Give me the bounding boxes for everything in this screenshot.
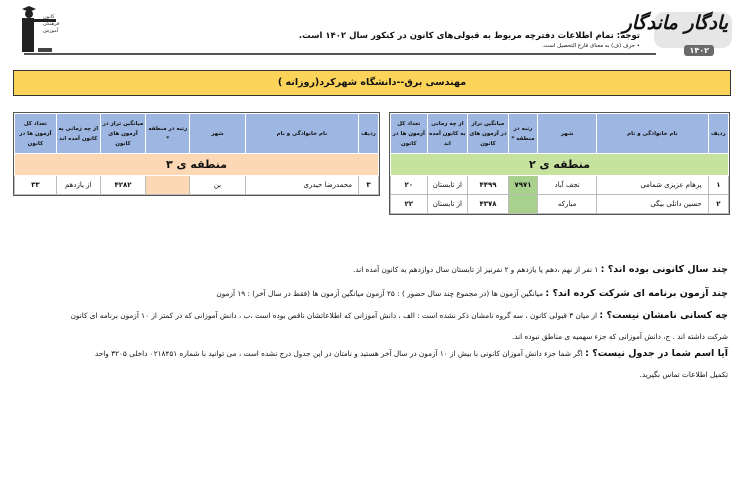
brand-year: ۱۴۰۲	[684, 45, 714, 56]
col-since: از چه زمانی به کانون آمده اند	[56, 114, 100, 154]
major-banner: مهندسی برق--دانشگاه شهرکرد(روزانه )	[13, 70, 731, 96]
brand-title: یادگار ماندگار	[622, 12, 728, 34]
col-city: شهر	[190, 114, 246, 154]
note-missing-cont: شرکت داشته اند . ج، دانش آموزانی که جزء سهمیه ی مناطق نبوده اند.	[511, 332, 728, 341]
note-missing: چه کسانی نامشان نیست؟ : از میان ۳ قبولی کانون ، سه گروه نامشان ذکر نشده است : الف ، دانش آموزانی که اطلاعاتشان ناقص بوده است ،ب ، دانش آموزانی که در کمتر از ۱۰ آزمون برنامه ای کانون	[70, 310, 728, 321]
col-since: از چه زمانی به کانون آمده اند	[427, 114, 468, 154]
brand-badge	[622, 12, 732, 48]
table-row: ۳ محمدرضا حیدری بن ۴۲۸۲ از یازدهم ۳۳	[15, 176, 379, 195]
notice-text: توجه: تمام اطلاعات دفترچه مربوط به قبولی‌های کانون در کنکور سال ۱۴۰۲ است.	[298, 31, 640, 41]
col-row: ردیف	[359, 114, 379, 154]
col-total: تعداد کل آزمون ها در کانون	[15, 114, 57, 154]
zone3-table	[13, 112, 380, 196]
col-total: تعداد کل آزمون ها در کانون	[391, 114, 428, 154]
col-city: شهر	[538, 114, 597, 154]
zone2-table	[389, 112, 730, 215]
notes-section	[8, 264, 728, 394]
note-exams: چند آزمون برنامه ای شرکت کرده اند؟ : میانگین آزمون ها (در مجموع چند سال حضور ) : ۲۵ آزمون میانگین آزمون ها (فقط در سال آخر) : ۱۹ آزمون	[216, 288, 728, 299]
zone-label: منطقه ی ۲	[391, 154, 729, 176]
col-name: نام خانوادگی و نام	[597, 114, 709, 154]
table-row: ۲ حسین داتلی بیگی مبارکه ۴۳۷۸ از تابستان ۲۲	[391, 195, 729, 214]
col-avg: میانگین تراز در آزمون های کانون	[468, 114, 509, 154]
note-years: چند سال کانونی بوده اند؟ : ۱ نفر از نهم ،دهم یا یازدهم و ۲ نفرنیز از تابستان سال دوازدهم به کانون آمده اند.	[353, 264, 728, 275]
note-not-listed-cont: تکمیل اطلاعات تماس بگیرید.	[639, 370, 728, 379]
col-name: نام خانوادگی و نام	[245, 114, 358, 154]
zone-label: منطقه ی ۳	[15, 154, 379, 176]
header-divider	[24, 53, 656, 55]
page-header	[0, 0, 744, 60]
note-not-listed: آیا اسم شما در جدول نیست؟ : اگر شما جزء دانش آموزان کانونی با بیش از ۱۰ آزمون در سال آخر هستید و نامتان در این جدول درج نشده است ، می توانید با شماره ۰۲۱۸۴۵۱ داخلی ۳۲۰۵ واحد	[94, 348, 728, 359]
logo-text: کانون فرهنگی آموزش	[43, 14, 60, 34]
col-row: ردیف	[708, 114, 728, 154]
col-avg: میانگین تراز در آزمون های کانون	[100, 114, 146, 154]
notice-subtext: • حرف (ف) به معنای فارغ التحصیل است.	[542, 43, 640, 49]
col-rank: رتبه در منطقه *	[146, 114, 190, 154]
table-row: ۱ پرهام عزیزی شمامی نجف آباد ۷۹۷۱ ۴۴۹۹ از تابستان ۲۰	[391, 176, 729, 195]
col-rank: رتبه در منطقه *	[508, 114, 537, 154]
